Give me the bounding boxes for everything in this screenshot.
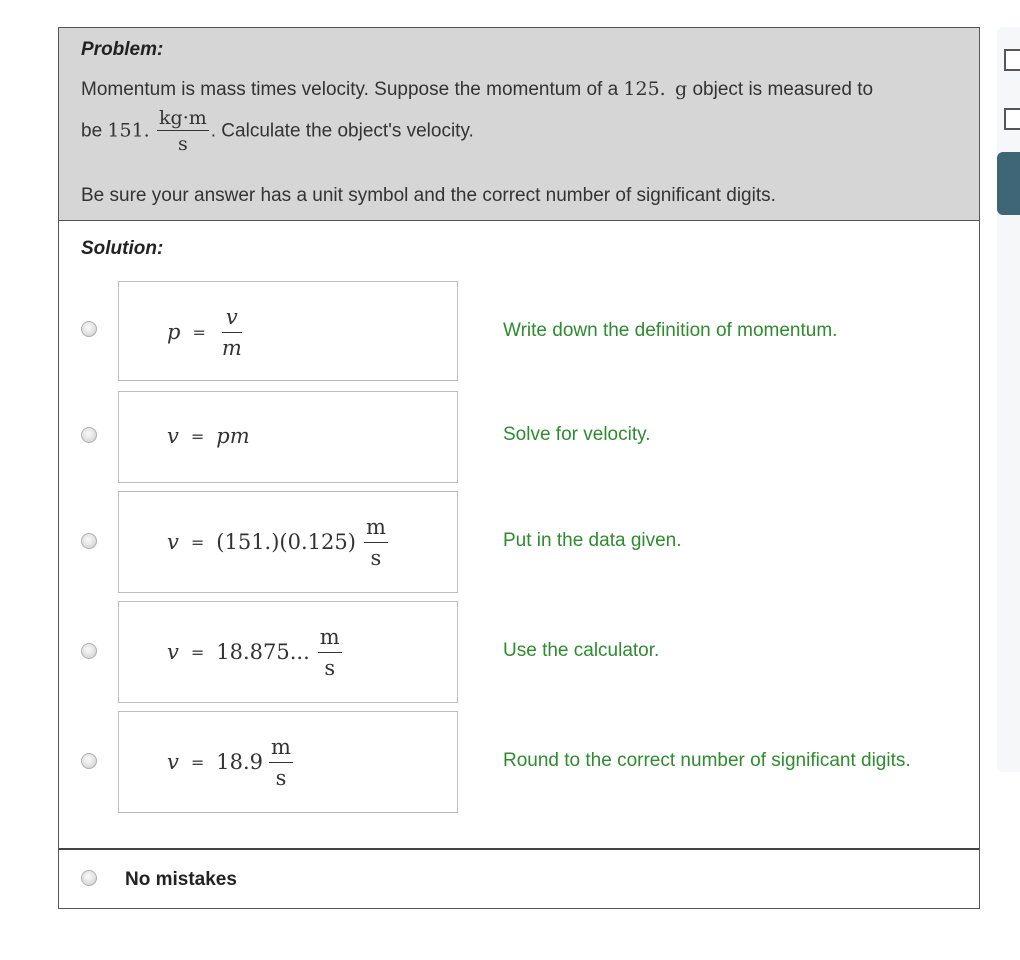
problem-text-1-end: object is measured to xyxy=(692,79,874,100)
no-mistakes-label: No mistakes xyxy=(125,869,237,890)
step-3-unit-denominator: s xyxy=(370,545,382,570)
momentum-unit-numerator: kg·m xyxy=(159,107,207,129)
solution-title: Solution: xyxy=(81,238,164,259)
side-checkbox-1[interactable] xyxy=(1004,49,1020,71)
momentum-unit-denominator: s xyxy=(178,133,188,155)
step-2-radio[interactable] xyxy=(81,427,97,443)
problem-instructions: Be sure your answer has a unit symbol and the correct number of significant digits. xyxy=(81,185,776,206)
step-5-unit-numerator: m xyxy=(269,732,293,763)
step-5-unit-denominator: s xyxy=(275,765,287,790)
step-3-rhs: (151.)(0.125) xyxy=(216,530,356,554)
no-mistakes-row[interactable] xyxy=(59,848,979,908)
step-2-description: Solve for velocity. xyxy=(503,424,651,445)
step-4-equation-box xyxy=(118,601,458,703)
mass-unit: g xyxy=(675,78,688,100)
step-1-description: Write down the definition of momentum. xyxy=(503,320,838,341)
step-4-radio[interactable] xyxy=(81,643,97,659)
side-panel xyxy=(997,27,1020,772)
step-3-unit-numerator: m xyxy=(364,512,388,543)
step-5-radio[interactable] xyxy=(81,753,97,769)
momentum-unit xyxy=(157,106,209,157)
problem-text-2: be xyxy=(81,120,103,142)
step-5-equals: = xyxy=(190,752,205,772)
step-5-rhs: 18.9 xyxy=(216,750,264,774)
step-4-unit-numerator: m xyxy=(318,622,342,653)
step-2-lhs: v xyxy=(167,424,179,448)
step-1-fraction xyxy=(222,302,242,363)
step-5-equation-box xyxy=(118,711,458,813)
step-3-unit xyxy=(364,512,388,573)
step-3-equation xyxy=(167,492,392,592)
step-4-equals: = xyxy=(190,642,205,662)
step-4-unit xyxy=(318,622,342,683)
solution-step-2 xyxy=(59,391,979,483)
step-2-equals: = xyxy=(190,426,205,446)
solution-step-3 xyxy=(59,491,979,593)
step-1-lhs: p xyxy=(167,320,181,344)
momentum-value: 151. xyxy=(107,119,150,142)
step-4-rhs: 18.875... xyxy=(216,640,310,664)
step-1-equation-box xyxy=(118,281,458,381)
no-mistakes-radio[interactable] xyxy=(81,870,97,886)
problem-panel xyxy=(58,27,980,909)
side-tab[interactable] xyxy=(997,152,1020,215)
solution-step-4 xyxy=(59,601,979,703)
problem-text-1: Momentum is mass times velocity. Suppose the momentum of a xyxy=(81,79,619,100)
step-1-denominator: m xyxy=(221,335,242,360)
step-3-equation-box xyxy=(118,491,458,593)
step-4-unit-denominator: s xyxy=(324,655,336,680)
step-5-description: Round to the correct number of significant digits. xyxy=(503,750,911,771)
problem-title: Problem: xyxy=(81,39,164,60)
step-5-unit xyxy=(269,732,293,793)
step-3-equals: = xyxy=(190,532,205,552)
side-checkbox-2[interactable] xyxy=(1004,108,1020,130)
problem-section xyxy=(59,28,979,221)
step-5-lhs: v xyxy=(167,750,179,774)
step-4-description: Use the calculator. xyxy=(503,640,660,661)
step-1-numerator: v xyxy=(222,302,242,333)
problem-line-2 xyxy=(81,106,474,157)
solution-step-1 xyxy=(59,281,979,381)
mass-value: 125. xyxy=(623,78,666,100)
step-1-equals: = xyxy=(192,322,206,342)
step-5-equation xyxy=(167,712,297,812)
step-2-equation-box xyxy=(118,391,458,483)
step-2-rhs: pm xyxy=(216,424,250,448)
step-1-equation xyxy=(167,282,246,382)
step-4-equation xyxy=(167,602,346,702)
problem-line-1 xyxy=(81,78,873,101)
solution-step-5 xyxy=(59,711,979,813)
step-1-radio[interactable] xyxy=(81,321,97,337)
step-2-equation xyxy=(167,392,250,480)
problem-text-2-end: . Calculate the object's velocity. xyxy=(210,120,474,142)
step-4-lhs: v xyxy=(167,640,179,664)
step-3-radio[interactable] xyxy=(81,533,97,549)
step-3-lhs: v xyxy=(167,530,179,554)
step-3-description: Put in the data given. xyxy=(503,530,682,551)
